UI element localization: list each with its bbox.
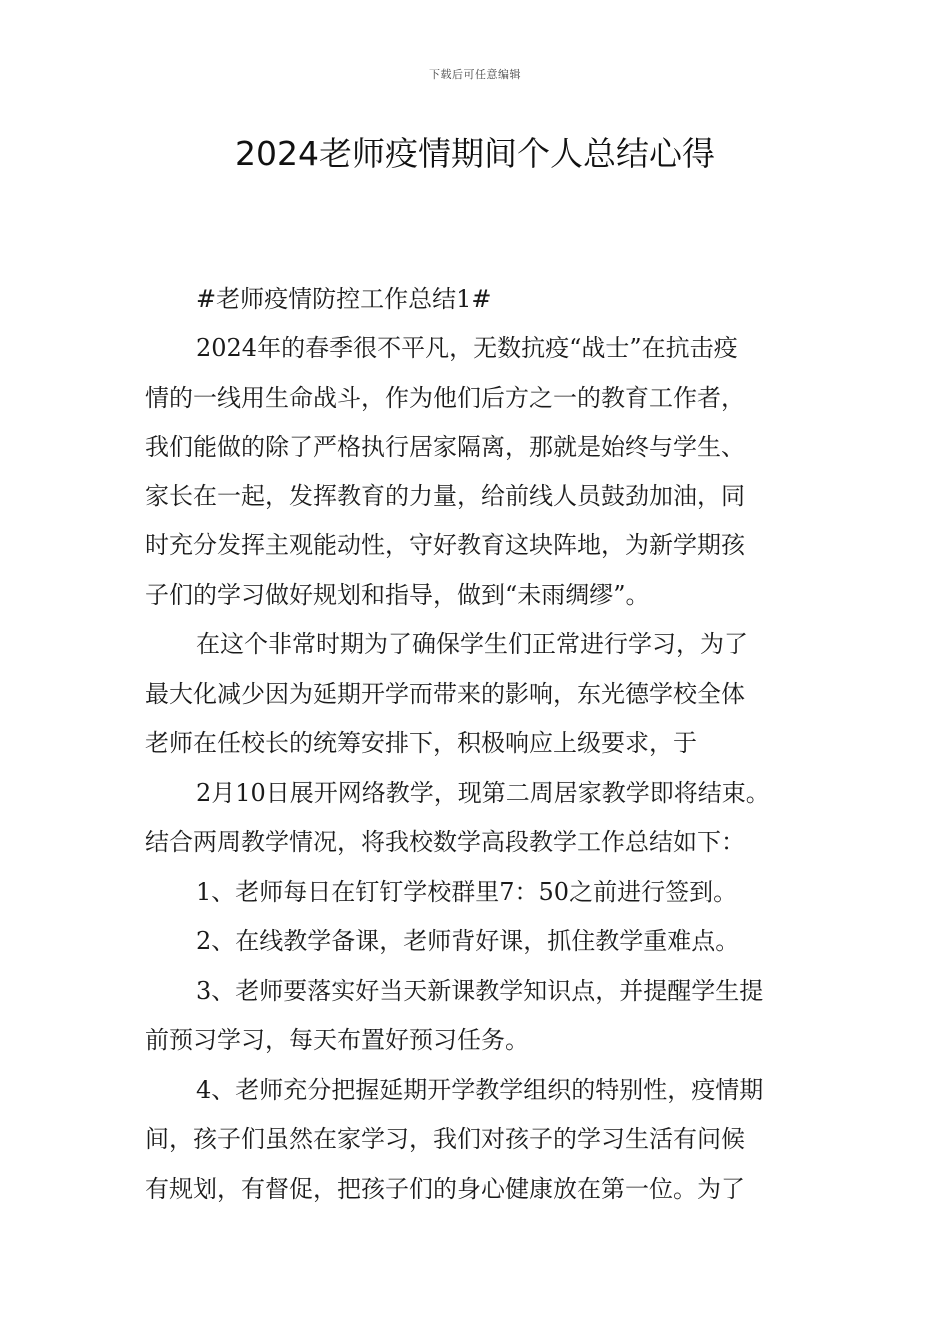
section-heading: #老师疫情防控工作总结1# <box>196 285 492 313</box>
list-item-continuation: 前预习学习，每天布置好预习任务。 <box>145 1026 529 1054</box>
paragraph-line: 2月10日展开网络教学，现第二周居家教学即将结束。 <box>196 779 770 807</box>
paragraph-line: 家长在一起，发挥教育的力量，给前线人员鼓劲加油，同 <box>145 482 745 510</box>
list-item: 4、老师充分把握延期开学教学组织的特别性，疫情期 <box>196 1076 764 1104</box>
list-item: 2、在线教学备课，老师背好课，抓住教学重难点。 <box>196 927 740 955</box>
paragraph-line: 2024年的春季很不平凡，无数抗疫“战士”在抗击疫 <box>196 334 738 362</box>
paragraph-line: 老师在任校长的统筹安排下，积极响应上级要求，于 <box>145 729 697 757</box>
paragraph-line: 最大化减少因为延期开学而带来的影响，东光德学校全体 <box>145 680 745 708</box>
paragraph-line: 我们能做的除了严格执行居家隔离，那就是始终与学生、 <box>145 433 745 461</box>
paragraph-line: 结合两周教学情况，将我校数学高段教学工作总结如下： <box>145 828 745 856</box>
list-item: 3、老师要落实好当天新课教学知识点，并提醒学生提 <box>196 977 764 1005</box>
list-item: 1、老师每日在钉钉学校群里7：50之前进行签到。 <box>196 878 738 906</box>
paragraph-line: 在这个非常时期为了确保学生们正常进行学习，为了 <box>196 630 748 658</box>
document-title: 2024老师疫情期间个人总结心得 <box>235 134 715 173</box>
header-note: 下载后可任意编辑 <box>429 68 521 81</box>
paragraph-line: 时充分发挥主观能动性，守好教育这块阵地，为新学期孩 <box>145 531 745 559</box>
paragraph-line: 子们的学习做好规划和指导，做到“未雨绸缪”。 <box>145 581 650 609</box>
list-item-continuation: 间，孩子们虽然在家学习，我们对孩子的学习生活有问候 <box>145 1125 745 1153</box>
paragraph-line: 情的一线用生命战斗，作为他们后方之一的教育工作者， <box>145 384 745 412</box>
list-item-continuation: 有规划，有督促，把孩子们的身心健康放在第一位。为了 <box>145 1175 745 1203</box>
